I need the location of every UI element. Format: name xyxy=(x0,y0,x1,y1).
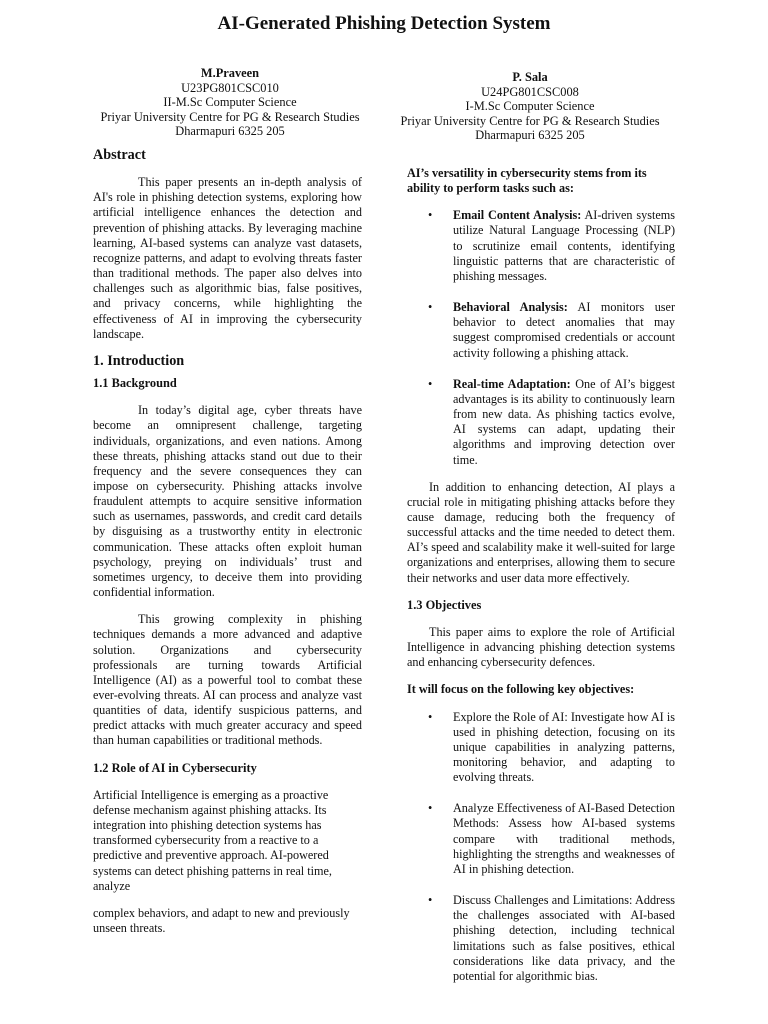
bullet-icon: • xyxy=(428,801,433,816)
left-column xyxy=(93,148,362,936)
role-paragraph-2: complex behaviors, and adapt to new and previously unseen threats. xyxy=(93,905,350,936)
bullet-text: AI-driven systems utilize Natural Language Processing (NLP) to scrutinize email contents, identifying linguistic patterns that are characteristic of phishing messages. xyxy=(453,208,675,283)
objectives-intro: This paper aims to explore the role of Artificial Intelligence in advancing phishing detection systems and enhancing cybersecurity defences. xyxy=(407,624,675,670)
list-item xyxy=(407,893,675,984)
bullet-text: Discuss Challenges and Limitations: Address the challenges associated with AI-based phishing detection, including technical limitations such as false positives, ethical considerations like data privacy, and the potential for algorithmic bias. xyxy=(453,893,675,983)
background-paragraph-2: This growing complexity in phishing techniques demands a more advanced and adaptive solution. Organizations and cybersecurity professionals are turning towards Artificial Intelligence (AI) as a powerful tool to combat these ever-evolving threats. AI can process and analyze vast quantities of data, identify suspicious patterns, and predict attacks with much greater accuracy and speed than human capabilities or traditional methods. xyxy=(93,612,362,748)
introduction-heading: 1. Introduction xyxy=(93,352,185,369)
author-id: U23PG801CSC010 xyxy=(181,80,279,95)
role-paragraph-1: Artificial Intelligence is emerging as a proactive defense mechanism against phishing attacks. Its integration into phishing detection systems has transformed cybersecurity from a reactive to a predictive and preventive approach. AI-powered systems can detect phishing patterns in real time, analyze xyxy=(93,787,332,893)
background-heading: 1.1 Background xyxy=(93,376,177,391)
author-program: I-M.Sc Computer Science xyxy=(465,99,595,114)
bullet-icon: • xyxy=(428,709,433,724)
abstract-heading: Abstract xyxy=(93,147,146,163)
objectives-list xyxy=(407,710,675,985)
versatility-list xyxy=(407,208,675,467)
list-item xyxy=(407,710,675,786)
abstract-text: This paper presents an in-depth analysis of AI's role in phishing detection systems, exploring how artificial intelligence enhances the detection and prevention of phishing attacks. By leveraging machine learning, AI-based systems can analyze vast datasets, recognize patterns, and adapt to evolving threats faster than traditional methods. The paper also delves into challenges such as algorithmic bias, false positives, and privacy concerns, while highlighting the effectiveness of AI in improving the cybersecurity landscape. xyxy=(93,175,362,341)
author-institution: Priyar University Centre for PG & Research Studies xyxy=(400,113,660,128)
bullet-icon: • xyxy=(428,893,433,908)
author-block-2 xyxy=(380,70,680,143)
bullet-text: AI monitors user behavior to detect anomalies that may suggest compromised credentials or account activity following a phishing attack. xyxy=(453,300,675,360)
author-location: Dharmapuri 6325 205 xyxy=(475,128,585,143)
author-program: II-M.Sc Computer Science xyxy=(163,95,297,110)
background-paragraph-1: In today’s digital age, cyber threats have become an omnipresent challenge, targeting individuals, organizations, and even nations. Among these threats, phishing attacks stand out due to their frequency and the severe consequences they can impose on cybersecurity. Phishing attacks involve fraudulent attempts to acquire sensitive information such as usernames, passwords, and credit card details by disguising as a trustworthy entity in electronic communication. These attacks often exploit human psychology, preying on individuals’ trust and sometimes urgency, to deceive them into providing confidential information. xyxy=(93,403,362,600)
author-block-1 xyxy=(80,66,380,139)
bullet-icon: • xyxy=(428,208,433,223)
author-id: U24PG801CSC008 xyxy=(481,84,579,99)
bullet-icon: • xyxy=(428,300,433,315)
versatility-lead: AI’s versatility in cybersecurity stems from its ability to perform tasks such as: xyxy=(407,166,647,196)
paper-title: AI-Generated Phishing Detection System xyxy=(217,13,551,34)
versatility-summary: In addition to enhancing detection, AI plays a crucial role in mitigating phishing attacks before they cause damage, reducing both the frequency of successful attacks and the time needed to detect them. AI’s speed and scalability make it well-suited for large organizations and enterprises, allowing them to secure their networks and user data more effectively. xyxy=(407,479,675,585)
author-location: Dharmapuri 6325 205 xyxy=(175,124,285,139)
objectives-lead: It will focus on the following key objectives: xyxy=(407,682,635,697)
author-name: M.Praveen xyxy=(200,66,260,80)
bullet-title: Behavioral Analysis: xyxy=(453,300,568,315)
author-institution: Priyar University Centre for PG & Research Studies xyxy=(100,109,360,124)
bullet-text: Explore the Role of AI: Investigate how AI is used in phishing detection, focusing on its unique capabilities in analyzing patterns, monitoring behavior, and adapting to evolving threats. xyxy=(453,709,675,785)
objectives-heading: 1.3 Objectives xyxy=(407,597,482,612)
right-column xyxy=(407,166,675,984)
bullet-text: One of AI’s biggest advantages is its ability to continuously learn from new data. As phishing tactics evolve, AI systems can adapt, updating their algorithms and improving detection over time. xyxy=(453,376,675,467)
list-item xyxy=(407,300,675,361)
author-name: P. Sala xyxy=(512,70,548,84)
list-item xyxy=(407,801,675,877)
list-item xyxy=(407,208,675,284)
bullet-title: Real-time Adaptation: xyxy=(453,376,571,391)
bullet-title: Email Content Analysis: xyxy=(453,208,582,223)
bullet-text: Analyze Effectiveness of AI-Based Detection Methods: Assess how AI-based systems compare with traditional methods, highlighting the strengths and weaknesses of AI in phishing detection. xyxy=(453,801,675,876)
bullet-icon: • xyxy=(428,376,433,391)
role-heading: 1.2 Role of AI in Cybersecurity xyxy=(93,760,257,775)
list-item xyxy=(407,377,675,468)
